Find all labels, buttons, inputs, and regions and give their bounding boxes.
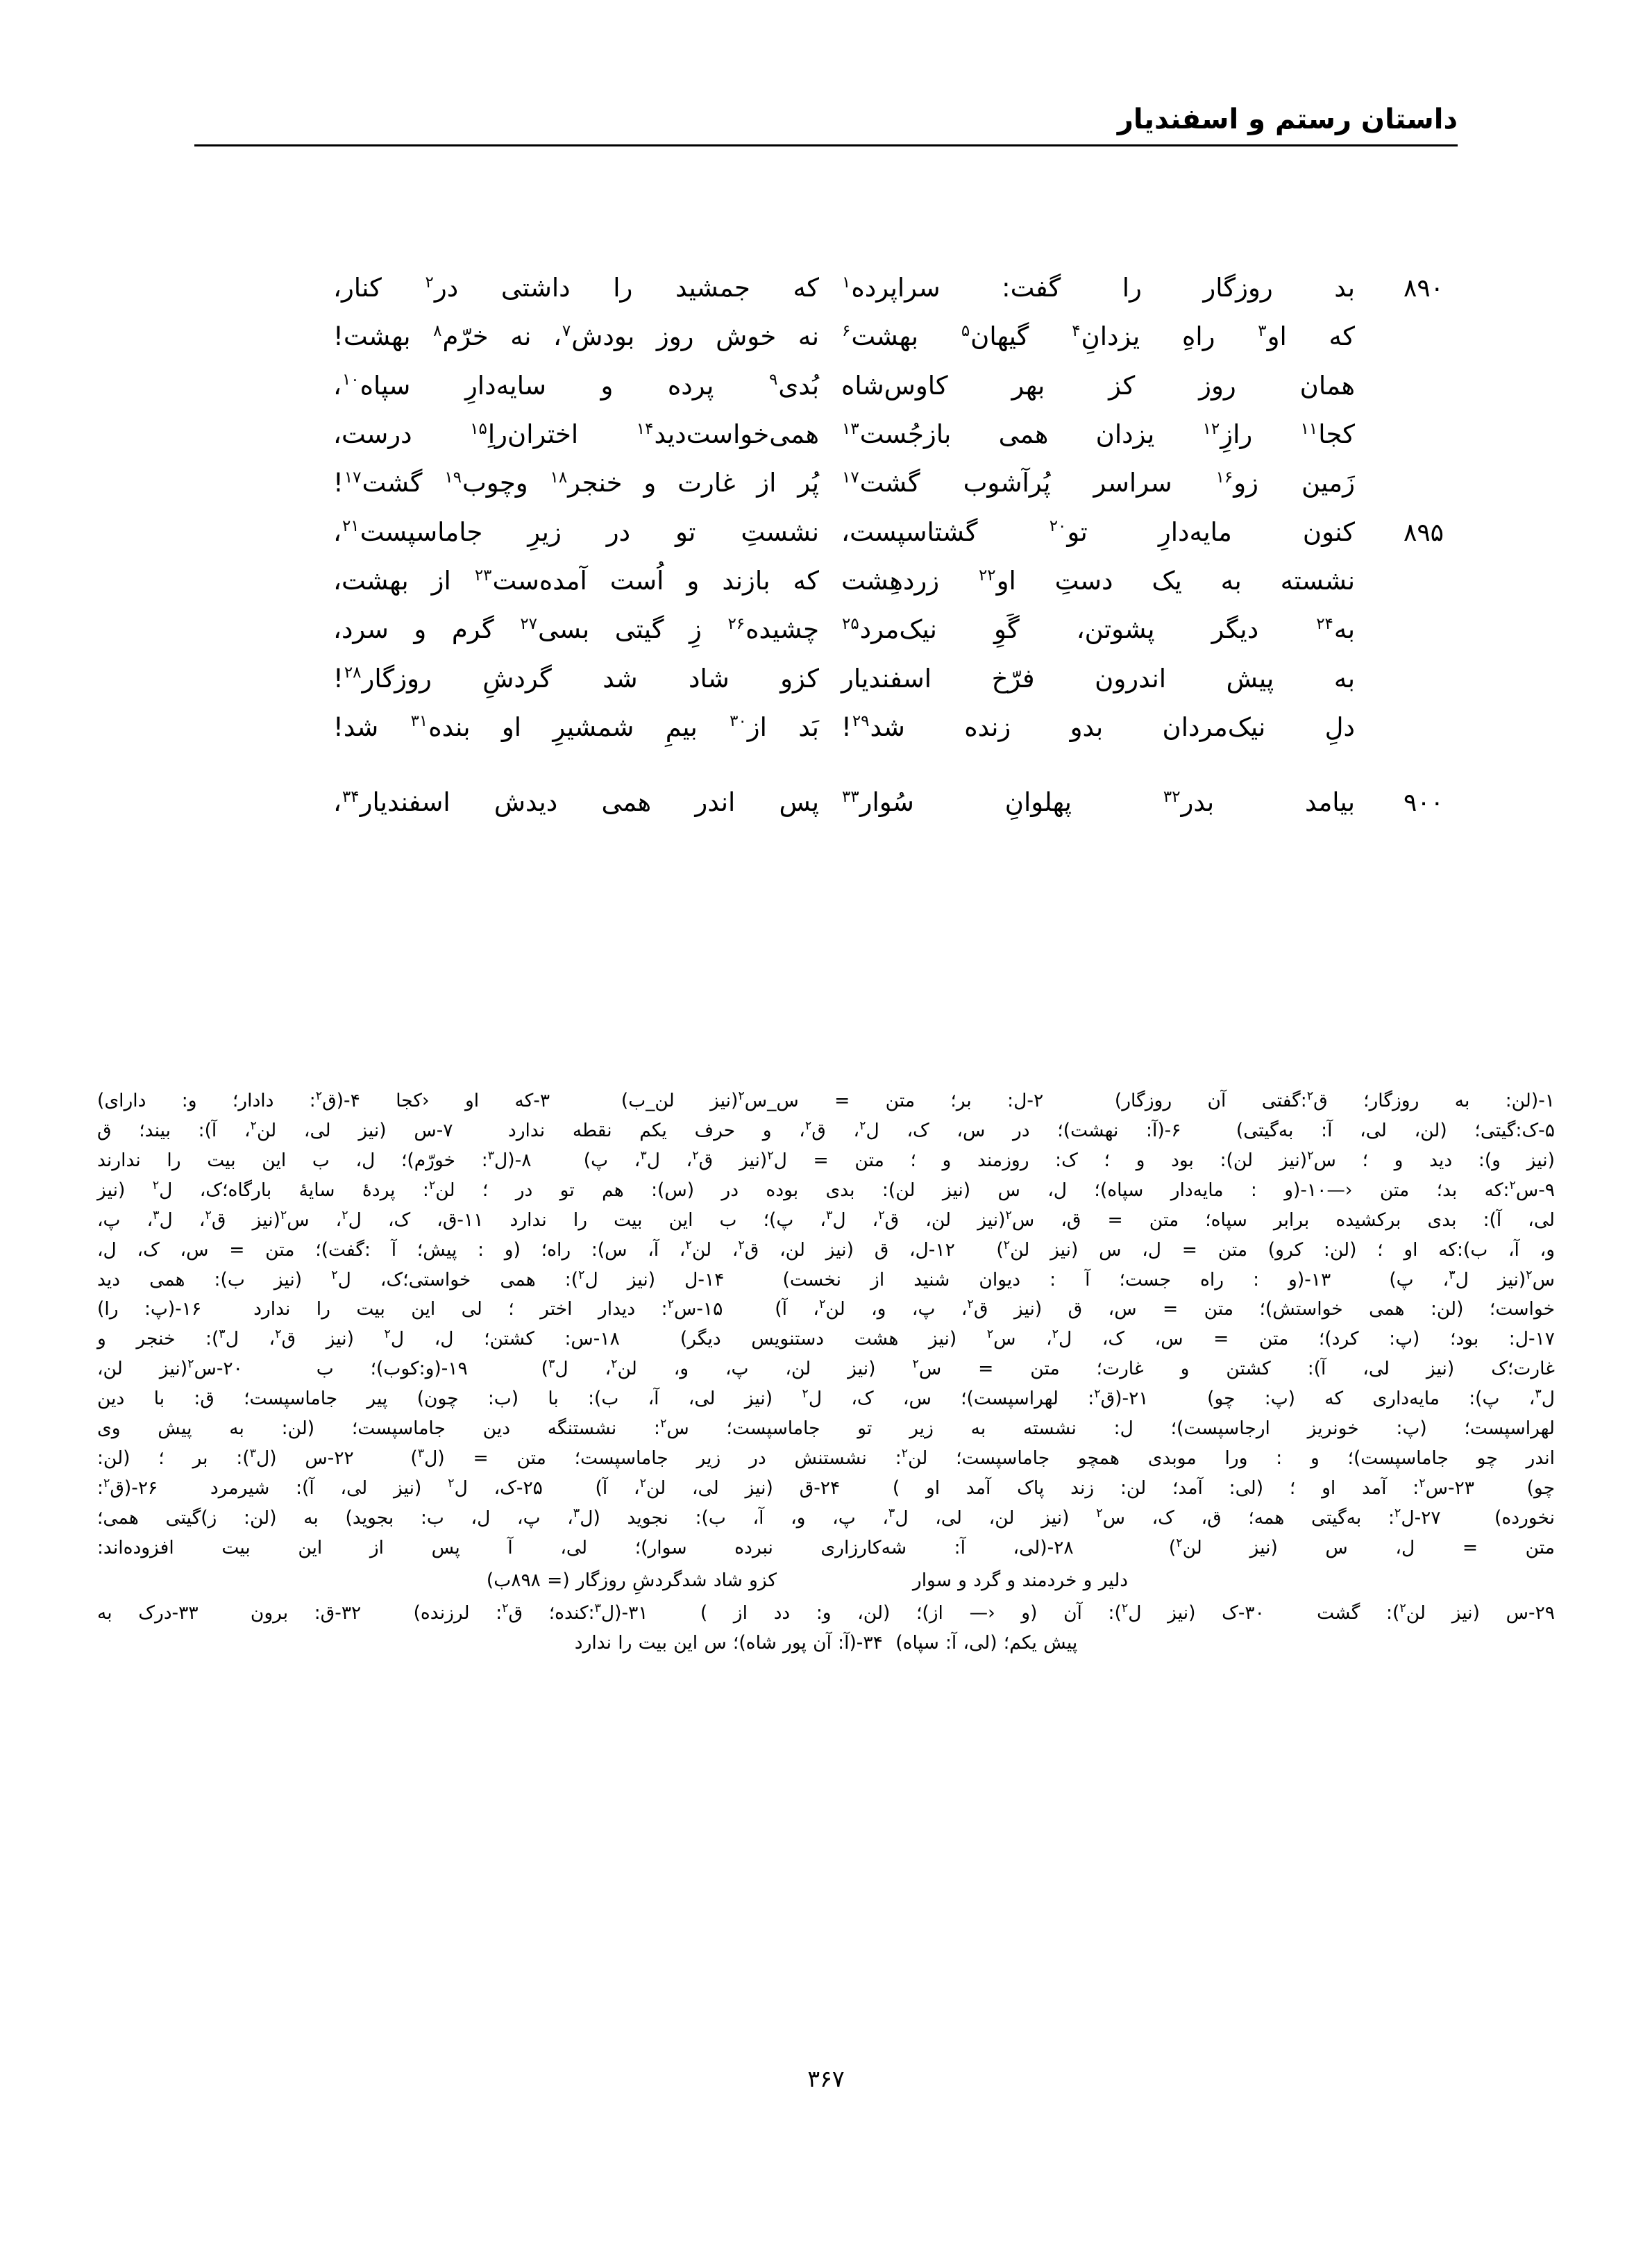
verse-number: ۹۰۰ — [1403, 789, 1444, 818]
apparatus-line: ۵-ک:گیتی؛ (لن، لی، آ: به‌گیتی) ۶-(آ: نهشت)؛ در س، ک، ل$^۲$، ق$^۲$، و حرف یکم نقطه ندارد ۷-س (نیز لی، لن$^۲$، آ): بیند؛ ق — [97, 1119, 1555, 1141]
hemistich-second — [208, 414, 833, 455]
hemistich-text: بَد از$^{۳۰}$ بیمِ شمشیرِ او بنده$^{۳۱}$ شد! — [333, 712, 819, 742]
hemistich-second — [208, 512, 833, 553]
hemistich-first — [833, 267, 1444, 309]
verse-couplet — [208, 658, 1444, 700]
hemistich-second — [208, 267, 833, 309]
hemistich-first — [833, 707, 1444, 748]
verse-couplet — [208, 512, 1444, 553]
hemistich-second — [208, 658, 833, 700]
hemistich-first — [833, 782, 1444, 823]
verse-number: ۸۹۰ — [1403, 274, 1444, 303]
inset-hemistich-first: دلیر و خردمند و گرد و سوار — [912, 1569, 1129, 1591]
apparatus-line: (نیز و): دید و ؛ س$^۲$(نیز لن): بود و ؛ ک: روزمند و ؛ متن = ل$^۲$(نیز ق$^۲$، ل$^۳$، پ) ۸-(ل$^۳$: خورّم)؛ ل، ب این بیت را ندارند — [97, 1149, 1555, 1171]
hemistich-first — [833, 414, 1444, 455]
verse-couplet — [208, 365, 1444, 407]
apparatus-line: و، آ، ب):که او ؛ (لن: کرو) متن = ل، س (نیز لن$^۲$) ۱۲-ل، ق (نیز لن، ق$^۲$، لن$^۲$، آ، س): راه؛ (و : پیش؛ آ :گفت)؛ متن = س، ک، ل، — [97, 1238, 1556, 1261]
hemistich-first — [833, 560, 1444, 602]
hemistich-text: زَمین زو$^{۱۶}$ سراسر پُرآشوب گشت$^{۱۷}$ — [842, 468, 1355, 498]
hemistich-second — [208, 365, 833, 407]
hemistich-text: که بازند و اُست آمده‌ست$^{۲۳}$ از بهشت، — [333, 565, 819, 596]
verse-couplet — [208, 782, 1444, 823]
apparatus-line: ۹-س$^۲$:که بد؛ متن ‹—۱۰-(و : مایه‌دار سپاه)؛ ل، س (نیز لن): بدی بوده در (س): هم تو در ؛ لن$^۲$: پردهٔ سایهٔ بارگاه؛ک، ل$^۲$ (نیز — [97, 1178, 1555, 1201]
apparatus-line: ۱۷-ل: بود؛ (پ: کرد)؛ متن = س، ک، ل$^۲$، س$^۲$ (نیز هشت دستنویس دیگر) ۱۸-س: کشتن؛ ل، ل$^۲$ (نیز ق$^۲$، ل$^۳$): خنجر و — [97, 1327, 1556, 1350]
inset-hemistich-second: کزو شاد شدگردشِ روزگار (= ۸۹۸ب) — [486, 1569, 777, 1591]
hemistich-text: به پیش اندرون فرّخ اسفندیار — [841, 663, 1355, 693]
verse-couplet — [208, 316, 1444, 358]
hemistich-first — [833, 512, 1444, 553]
hemistich-text: نشسته به یک دستِ او$^{۲۲}$ زردهِشت — [841, 565, 1355, 596]
hemistich-second — [208, 609, 833, 650]
hemistich-text: که او$^۳$ راهِ یزدانِ$^۴$ گیهان$^۵$ بهشت$^۶$ — [842, 321, 1355, 352]
hemistich-text: نشستِ تو در زیرِ جاماسپست$^{۲۱}$، — [333, 516, 819, 547]
apparatus-line: ۱-(لن: به روزگار؛ ق$^۲$:گفتی آن روزگار) ۲-ل: بر؛ متن = س_س$^۲$(نیز لن_ب) ۳-که او ‹کجا ۴-(ق$^۲$: دادار؛ و: دارای) — [97, 1089, 1556, 1111]
running-header — [194, 104, 1458, 146]
apparatus-line: ل$^۳$، پ): مایه‌داری که (پ: چو) ۲۱-(ق$^۲$: لهراسپست)؛ س، ک، ل$^۲$ (نیز لی، آ، ب): با (ب: چون) پیر جاماسپست؛ ق: با دین — [97, 1387, 1555, 1410]
verse-couplet — [208, 609, 1444, 650]
verse-couplet — [208, 462, 1444, 504]
verse-number: ۸۹۵ — [1403, 518, 1444, 547]
verse-couplet — [208, 707, 1444, 748]
hemistich-second — [208, 462, 833, 504]
apparatus-line: ۲۹-س (نیز لن$^۲$): گشت ۳۰-ک (نیز ل$^۲$): آن (و ‹— از)؛ (لن، و: دد از ) ۳۱-(ل$^۳$:کنده؛ ق$^۲$: لرزنده) ۳۲-ق: برون ۳۳-درک به — [97, 1601, 1555, 1624]
hemistich-first — [833, 658, 1444, 700]
apparatus-line: اندر چو جاماسپست)؛ و : ورا موبدی همچو جاماسپست؛ لن$^۲$: نشستنش در زیر جاماسپست؛ متن = (ل$^۳$) ۲۲-س (ل$^۳$): بر ؛ (لن: — [97, 1447, 1555, 1470]
hemistich-text: که جمشید را داشتی در$^۲$ کنار، — [333, 273, 819, 303]
apparatus-line: لی، آ): بدی برکشیده برابر سپاه؛ متن = ق، س$^۲$(نیز لن، ق$^۲$، ل$^۳$، پ)؛ ب این بیت را ندارد ۱۱-ق، ک، ل$^۲$، س$^۲$(نیز ق$^۲$، ل$^۳$، پ، — [97, 1208, 1555, 1231]
folio-number: ۳۶۷ — [807, 2065, 845, 2092]
hemistich-first — [833, 609, 1444, 650]
hemistich-second — [208, 707, 833, 748]
apparatus-inset-verse — [97, 1566, 1555, 1596]
hemistich-text: همی‌خواست‌دید$^{۱۴}$ اختران‌راِ$^{۱۵}$ درست، — [333, 419, 819, 449]
verse-couplet — [208, 267, 1444, 309]
hemistich-text: دلِ نیک‌مردان بدو زنده شد$^{۲۹}$! — [841, 712, 1355, 742]
hemistich-text: نه خوش روز بودش$^۷$، نه خرّم$^۸$ بهشت! — [333, 321, 819, 352]
hemistich-text: بیامد بدر$^{۳۲}$ پهلوانِ سُوار$^{۳۳}$ — [842, 787, 1355, 818]
page-title: داستان رستم و اسفندیار — [1117, 103, 1458, 135]
apparatus-line: خواست؛ (لن: همی خواستش)؛ متن = س، ق (نیز ق$^۲$، پ، و، لن$^۲$، آ) ۱۵-س$^۲$: دیدار اختر ؛ لی این بیت را ندارد ۱۶-(پ: را) — [97, 1297, 1555, 1320]
hemistich-text: بُدی$^۹$ پرده و سایه‌دارِ سپاه$^{۱۰}$، — [333, 370, 819, 401]
hemistich-text: کجا$^{۱۱}$ رازِ$^{۱۲}$ یزدان همی بازجُست$^{۱۳}$ — [842, 419, 1355, 449]
apparatus-line: س$^۲$(نیز ل$^۳$، پ) ۱۳-(و : راه جست؛ آ : دیوان شنید از نخست) ۱۴-ل (نیز ل$^۲$): همی خواستی؛ک، ل$^۲$ (نیز ب): همی دید — [97, 1268, 1556, 1290]
header-divider — [194, 144, 1458, 146]
hemistich-text: به$^{۲۴}$ دیگر پشوتن، گَوِ نیک‌مرد$^{۲۵}$ — [842, 614, 1355, 645]
hemistich-second — [208, 560, 833, 602]
verse-block — [208, 267, 1444, 830]
critical-apparatus — [97, 1086, 1555, 1658]
hemistich-second — [208, 316, 833, 358]
apparatus-line: غارت؛ک (نیز لی، آ): کشتن و غارت؛ متن = س$^۲$ (نیز لن، پ، و، لن$^۲$، ل$^۳$) ۱۹-(و:کوب)؛ ب ۲۰-س$^۲$(نیز لن، — [97, 1357, 1556, 1380]
verse-couplet — [208, 560, 1444, 602]
hemistich-text: کزو شاد شد گردشِ روزگار$^{۲۸}$! — [333, 663, 819, 693]
apparatus-line: چو) ۲۳-س$^۲$: آمد او ؛ (لی: آمد؛ لن: زند پاک آمد او ) ۲۴-ق (نیز لی، لن$^۲$، آ) ۲۵-ک، ل$^۲$ (نیز لی، آ): شیرمرد ۲۶-(ق$^۲$: — [97, 1477, 1556, 1499]
hemistich-second — [208, 782, 833, 823]
hemistich-text: پس اندر همی دیدش اسفندیار$^{۳۴}$، — [333, 787, 819, 818]
hemistich-first — [833, 365, 1444, 407]
verse-couplet — [208, 414, 1444, 455]
hemistich-first — [833, 462, 1444, 504]
apparatus-line: پیش یکم؛ (لی، آ: سپاه) ۳۴-(آ: آن پور شاه)؛ س این بیت را ندارد — [574, 1631, 1078, 1654]
hemistich-text: پُر از غارت و خنجر$^{۱۸}$ وچوب$^{۱۹}$ گشت$^{۱۷}$! — [333, 468, 820, 498]
hemistich-first — [833, 316, 1444, 358]
hemistich-text: چشیده$^{۲۶}$ زِ گیتی بسی$^{۲۷}$ گرم و سرد، — [333, 614, 819, 645]
apparatus-line: متن = ل، س (نیز لن$^۲$) ۲۸-(لی، آ: شه‌کارزاری نبرده سوار)؛ لی، آ پس از این بیت افزوده‌اند: — [97, 1536, 1555, 1558]
hemistich-text: همان روز کز بهر کاوس‌شاه — [841, 370, 1355, 401]
apparatus-line: لهراسپست؛ (پ: خونریز ارجاسپست)؛ ل: نشسته به زیر تو جاماسپست؛ س$^۲$: نشستنگه دین جاماسپست؛ (لن: به پیش وی — [97, 1417, 1555, 1440]
hemistich-text: کنون مایه‌دارِ تو$^{۲۰}$ گشتاسپست، — [841, 516, 1355, 547]
apparatus-line: نخورده) ۲۷-ل$^۲$: به‌گیتی همه؛ ق، ک، س$^۲$ (نیز لن، لی، ل$^۳$، پ، و، آ، ب): نجوید (ل$^۳$، پ، ل، ب: بجوید) به (لن: ز)گیتی همی؛ — [97, 1506, 1555, 1529]
hemistich-text: بد روزگار را گفت: سراپرده$^۱$ — [842, 273, 1355, 303]
